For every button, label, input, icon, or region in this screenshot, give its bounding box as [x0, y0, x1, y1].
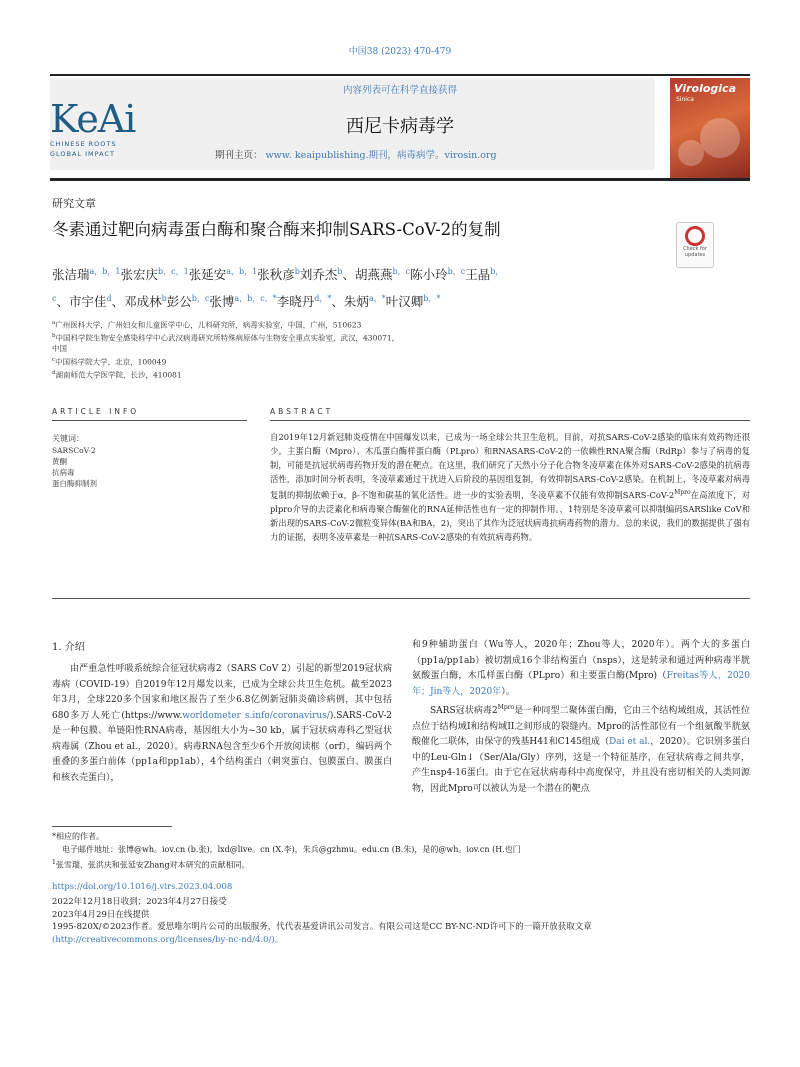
- author-name: 、邓成林: [111, 294, 162, 310]
- affiliations: [52, 318, 652, 381]
- cover-title: Virologica: [674, 82, 736, 95]
- intro-text: 由严重急性呼吸系统综合征冠状病毒2（SARS CoV 2）引起的新型2019冠状病毒病（COVID-19）自2019年12月爆发以来，已成为全球公共卫生危机。截至2023年3月，全球220多个国家和地区报告了至少6.8亿例新冠肺炎确诊病例，其中包括680多万人死亡(https://www.: [52, 664, 392, 721]
- journal-name: 西尼卡病毒学: [346, 116, 454, 137]
- homepage-label: 期刊主页：: [215, 150, 263, 161]
- affiliation-b: [52, 331, 652, 344]
- abstract-superscript: Mpro: [674, 489, 691, 496]
- author-name: 、市宇佳: [56, 294, 107, 310]
- affiliation-b-country: 中国: [52, 344, 67, 353]
- author-name: 陈小玲: [410, 267, 448, 283]
- cover-virus-shape: [700, 118, 740, 158]
- equal-contribution-text: 张雪瑞、张洪庆和张延安Zhang对本研究的贡献相同。: [55, 860, 250, 870]
- keyword-item: 抗病毒: [52, 468, 75, 477]
- affil-text: 广州医科大学，广州妇女和儿童医学中心，儿科研究所，病毒实验室，中国，广州，510623: [55, 320, 362, 330]
- intro-left-column: [52, 662, 392, 786]
- author-name: 刘乔杰: [299, 267, 338, 283]
- author-name: 、胡燕燕: [342, 267, 393, 283]
- author-affil-link[interactable]: b，c，1: [158, 267, 189, 276]
- author-affil-link[interactable]: b，*: [423, 294, 441, 304]
- affiliation-d: [52, 368, 652, 381]
- intro-paragraph-2: [412, 700, 750, 797]
- check-updates-label-1: Check for: [683, 246, 707, 252]
- journal-reference[interactable]: 中国38 (2023) 470-479: [348, 47, 452, 57]
- check-updates-icon: [685, 226, 705, 246]
- publisher-logo: [50, 97, 136, 158]
- author-name: 张洁瑞: [52, 267, 90, 283]
- author-affil-link[interactable]: b，c: [191, 294, 210, 304]
- footnotes: [52, 830, 752, 872]
- article-info-label: ARTICLE INFO: [52, 407, 140, 416]
- author-affil-link[interactable]: d: [106, 294, 112, 304]
- intro-right-column: [412, 638, 750, 797]
- author-name: 张宏庆: [120, 267, 159, 283]
- citation-link[interactable]: Freitas等人，2020年；Jin等人，2020年: [412, 671, 750, 697]
- available-online-link[interactable]: 内容列表可在科学直接获得: [342, 85, 457, 96]
- abstract-rule: [270, 420, 750, 421]
- author-affil-link[interactable]: b，: [490, 267, 504, 276]
- article-dates: [52, 896, 752, 946]
- check-updates-label-2: updates: [684, 252, 706, 258]
- author-name: 彭公: [166, 294, 192, 310]
- author-name: 李晓丹: [276, 294, 315, 310]
- affil-text: 中国科学院大学，北京，100049: [55, 357, 167, 366]
- affil-marker: d: [52, 369, 56, 376]
- keywords-list: [52, 445, 97, 489]
- author-name: 张秋彦: [257, 267, 295, 283]
- journal-homepage: [215, 147, 497, 161]
- author-affil-link[interactable]: b: [337, 267, 343, 276]
- check-for-updates-button[interactable]: [676, 222, 714, 268]
- author-affil-link[interactable]: b: [161, 294, 167, 304]
- email-addresses: [52, 843, 752, 856]
- author-list: [52, 260, 652, 314]
- cover-subtitle: Sinica: [676, 96, 694, 103]
- email-list[interactable]: 张博@wh。iov.cn (b.张)，lxd@live。cn (X.李)，朱兵@gzhmu。edu.cn (B.朱)，是的@wh。iov.cn (H.也门: [118, 845, 521, 854]
- author-affil-link[interactable]: a，*: [368, 294, 386, 304]
- abstract-part-2: 在高浓度下，对plpro介导的去泛素化和病毒聚合酶催化的RNA延伸活性也有一定的抑制作用。，1特别是冬凌草素可以抑制编码SARSlike CoV和新出现的SARS-CoV-2微粒变异体(BA和BA，2)，突出了其作为泛冠状病毒抗病毒药物的潜力。总的来说，我们的数据提供了强有力的证据，表明冬凌草素是一种抗SARS-CoV-2感染的有效抗病毒药物。: [270, 489, 750, 542]
- intro-text: ).SARS-CoV-2是一种包膜、单链阳性RNA病毒，基因组大小为~30 kb，属于冠状病毒科乙型冠状病毒属（Zhou et al.，2020）。病毒RNA包含至少6个开放阅读框（orf），编码两个重叠的多蛋白前体（pp1a和pp1ab），4个结构蛋白（刺突蛋白、包膜蛋白、膜蛋白和核衣壳蛋白），: [52, 710, 392, 783]
- footnote-marker: 1: [52, 859, 56, 866]
- intro-text: ，2020）。它识别多蛋白中的Leu-Gln↓（Ser/Ala/Gly）序列，这是一个特征基序，在冠状病毒之间共享，产生nsp4-16蛋白。由于它在冠状病毒科中高度保守，并且没有密切相关的人类同源物，因此Mpro可以被认为是一个潜在的靶点: [412, 737, 751, 794]
- equal-contribution-note: [52, 856, 752, 872]
- keyword-item: 蛋白酶抑制剂: [52, 479, 97, 488]
- received-accepted-dates: 2022年12月18日收到；2023年4月27日接受: [52, 897, 227, 907]
- intro-text: 是一种同型二聚体蛋白酶，它由三个结构域组成，其活性位点位于结构域I和结构域II之间形成的裂缝内。Mpro的活性部位有一个组氨酸半胱氨酸催化二联体，由保守的残基H41和C145组成（: [412, 706, 750, 747]
- doi-link[interactable]: https://doi.org/10.1016/j.virs.2023.04.008: [52, 882, 233, 892]
- section-title-introduction: 1. 介绍: [52, 642, 85, 653]
- author-affil-link[interactable]: b，c: [447, 267, 466, 276]
- corresponding-author-note: *相应的作者。: [52, 832, 104, 841]
- affil-marker: c: [52, 356, 56, 363]
- license-link[interactable]: (http://creativecommons.org/licenses/by-nc-nd/4.0/)。: [52, 934, 284, 945]
- copyright-text: 1995-820X/©2023作者。爱思唯尔明片公司的出版服务，代代表基爱讲讯公司发言。有限公司这是CC BY-NC-ND许可下的一篇开放获取文章: [52, 922, 592, 932]
- affiliation-a: [52, 318, 652, 331]
- affil-marker: b: [52, 333, 56, 339]
- author-name: 张延安: [188, 267, 227, 283]
- affil-text: 湖南师范大学医学院，长沙，410081: [55, 370, 182, 379]
- homepage-link[interactable]: www. keaipublishing.期刊，病毒病学。virosin.org: [265, 150, 497, 161]
- logo-word: KeAi: [50, 97, 136, 141]
- email-label: 电子邮件地址：: [62, 845, 118, 854]
- keyword-item: 黄酮: [52, 457, 67, 466]
- footnote-rule: [52, 826, 172, 827]
- author-affil-link[interactable]: b: [294, 267, 300, 276]
- affil-marker: a: [52, 320, 56, 326]
- author-affil-link[interactable]: a，b，c，*: [234, 294, 277, 304]
- author-affil-link[interactable]: a，b，1: [89, 267, 121, 276]
- affiliation-c: [52, 355, 652, 368]
- intro-text: ）。: [501, 686, 515, 697]
- author-affil-link[interactable]: b，c: [392, 267, 411, 276]
- intro-superscript: Mpro: [497, 704, 515, 711]
- logo-subtitle-1: CHINESE ROOTS: [50, 140, 117, 148]
- abstract-bottom-rule: [52, 598, 750, 599]
- author-affil-link[interactable]: a，b，1: [226, 267, 258, 276]
- author-affil-link[interactable]: d，*: [314, 294, 332, 304]
- header-bottom-rule: [50, 178, 750, 181]
- worldometers-link[interactable]: worldometer s.info/coronavirus/: [182, 710, 330, 721]
- abstract-text: [270, 430, 750, 544]
- citation-link[interactable]: Dai et al.: [608, 737, 651, 747]
- abstract-part-1: 自2019年12月新冠肺炎疫情在中国爆发以来，已成为一场全球公共卫生危机。目前，对抗SARS-CoV-2感染的临床有效药物还很少。主蛋白酶（Mpro）、木瓜蛋白酶样蛋白酶（PLpro）和RNASARS-CoV-2的一依赖性RNA聚合酶（RdRp）参与了病毒的复制，可能是抗冠状病毒药物开发的潜在靶点。在这里，我们研究了天然小分子化合物冬凌草素在体外对SARS-CoV-2感染的抗病毒活性，添加时间分析表明，冬凌草素通过干扰进入后阶段的基因组复制，有效抑制SARS-CoV-2感染。在机制上，冬凌草素对病毒复制的抑制依赖于α，β-不饱和碳基的氧化活性。进一步的实验表明，冬凌草素不仅能有效抑制SARS-CoV-2: [270, 432, 750, 500]
- keywords-title: 关键词：: [52, 434, 84, 443]
- author-name: 、朱炳: [331, 294, 369, 310]
- article-type: 研究文章: [52, 197, 96, 210]
- header-top-rule: [50, 74, 750, 76]
- article-title: 冬素通过靶向病毒蛋白酶和聚合酶来抑制SARS-CoV-2的复制: [52, 220, 501, 239]
- author-name: 王晶: [465, 267, 491, 283]
- online-date: 2023年4月29日在线提供: [52, 909, 150, 920]
- affil-text: 中国科学院生物安全感染科学中心武汉病毒研究所特殊病原体与生物安全重点实验室，武汉，430071，: [55, 333, 400, 343]
- intro-text: 和9种辅助蛋白（Wu等人，2020年；Zhou等人，2020年）。两个大的多蛋白（pp1a/pp1ab）被切割成16个非结构蛋白（nsps），这是转录和通过两种病毒半胱氨酸蛋白酶，木瓜样蛋白酶（PLpro）和主要蛋白酶(Mpro)（: [412, 640, 750, 681]
- author-name: 张博: [209, 294, 235, 310]
- author-name: 叶汉卿: [385, 294, 424, 310]
- cover-virus-shape: [678, 140, 704, 166]
- journal-cover-image: [670, 78, 750, 178]
- author-affil-link[interactable]: c: [52, 294, 57, 304]
- logo-subtitle-2: GLOBAL IMPACT: [50, 150, 116, 158]
- keyword-item: SARSCoV-2: [52, 446, 96, 455]
- intro-text: SARS冠状病毒2: [430, 706, 498, 716]
- abstract-label: ABSTRACT: [270, 407, 334, 416]
- article-info-rule: [52, 420, 247, 421]
